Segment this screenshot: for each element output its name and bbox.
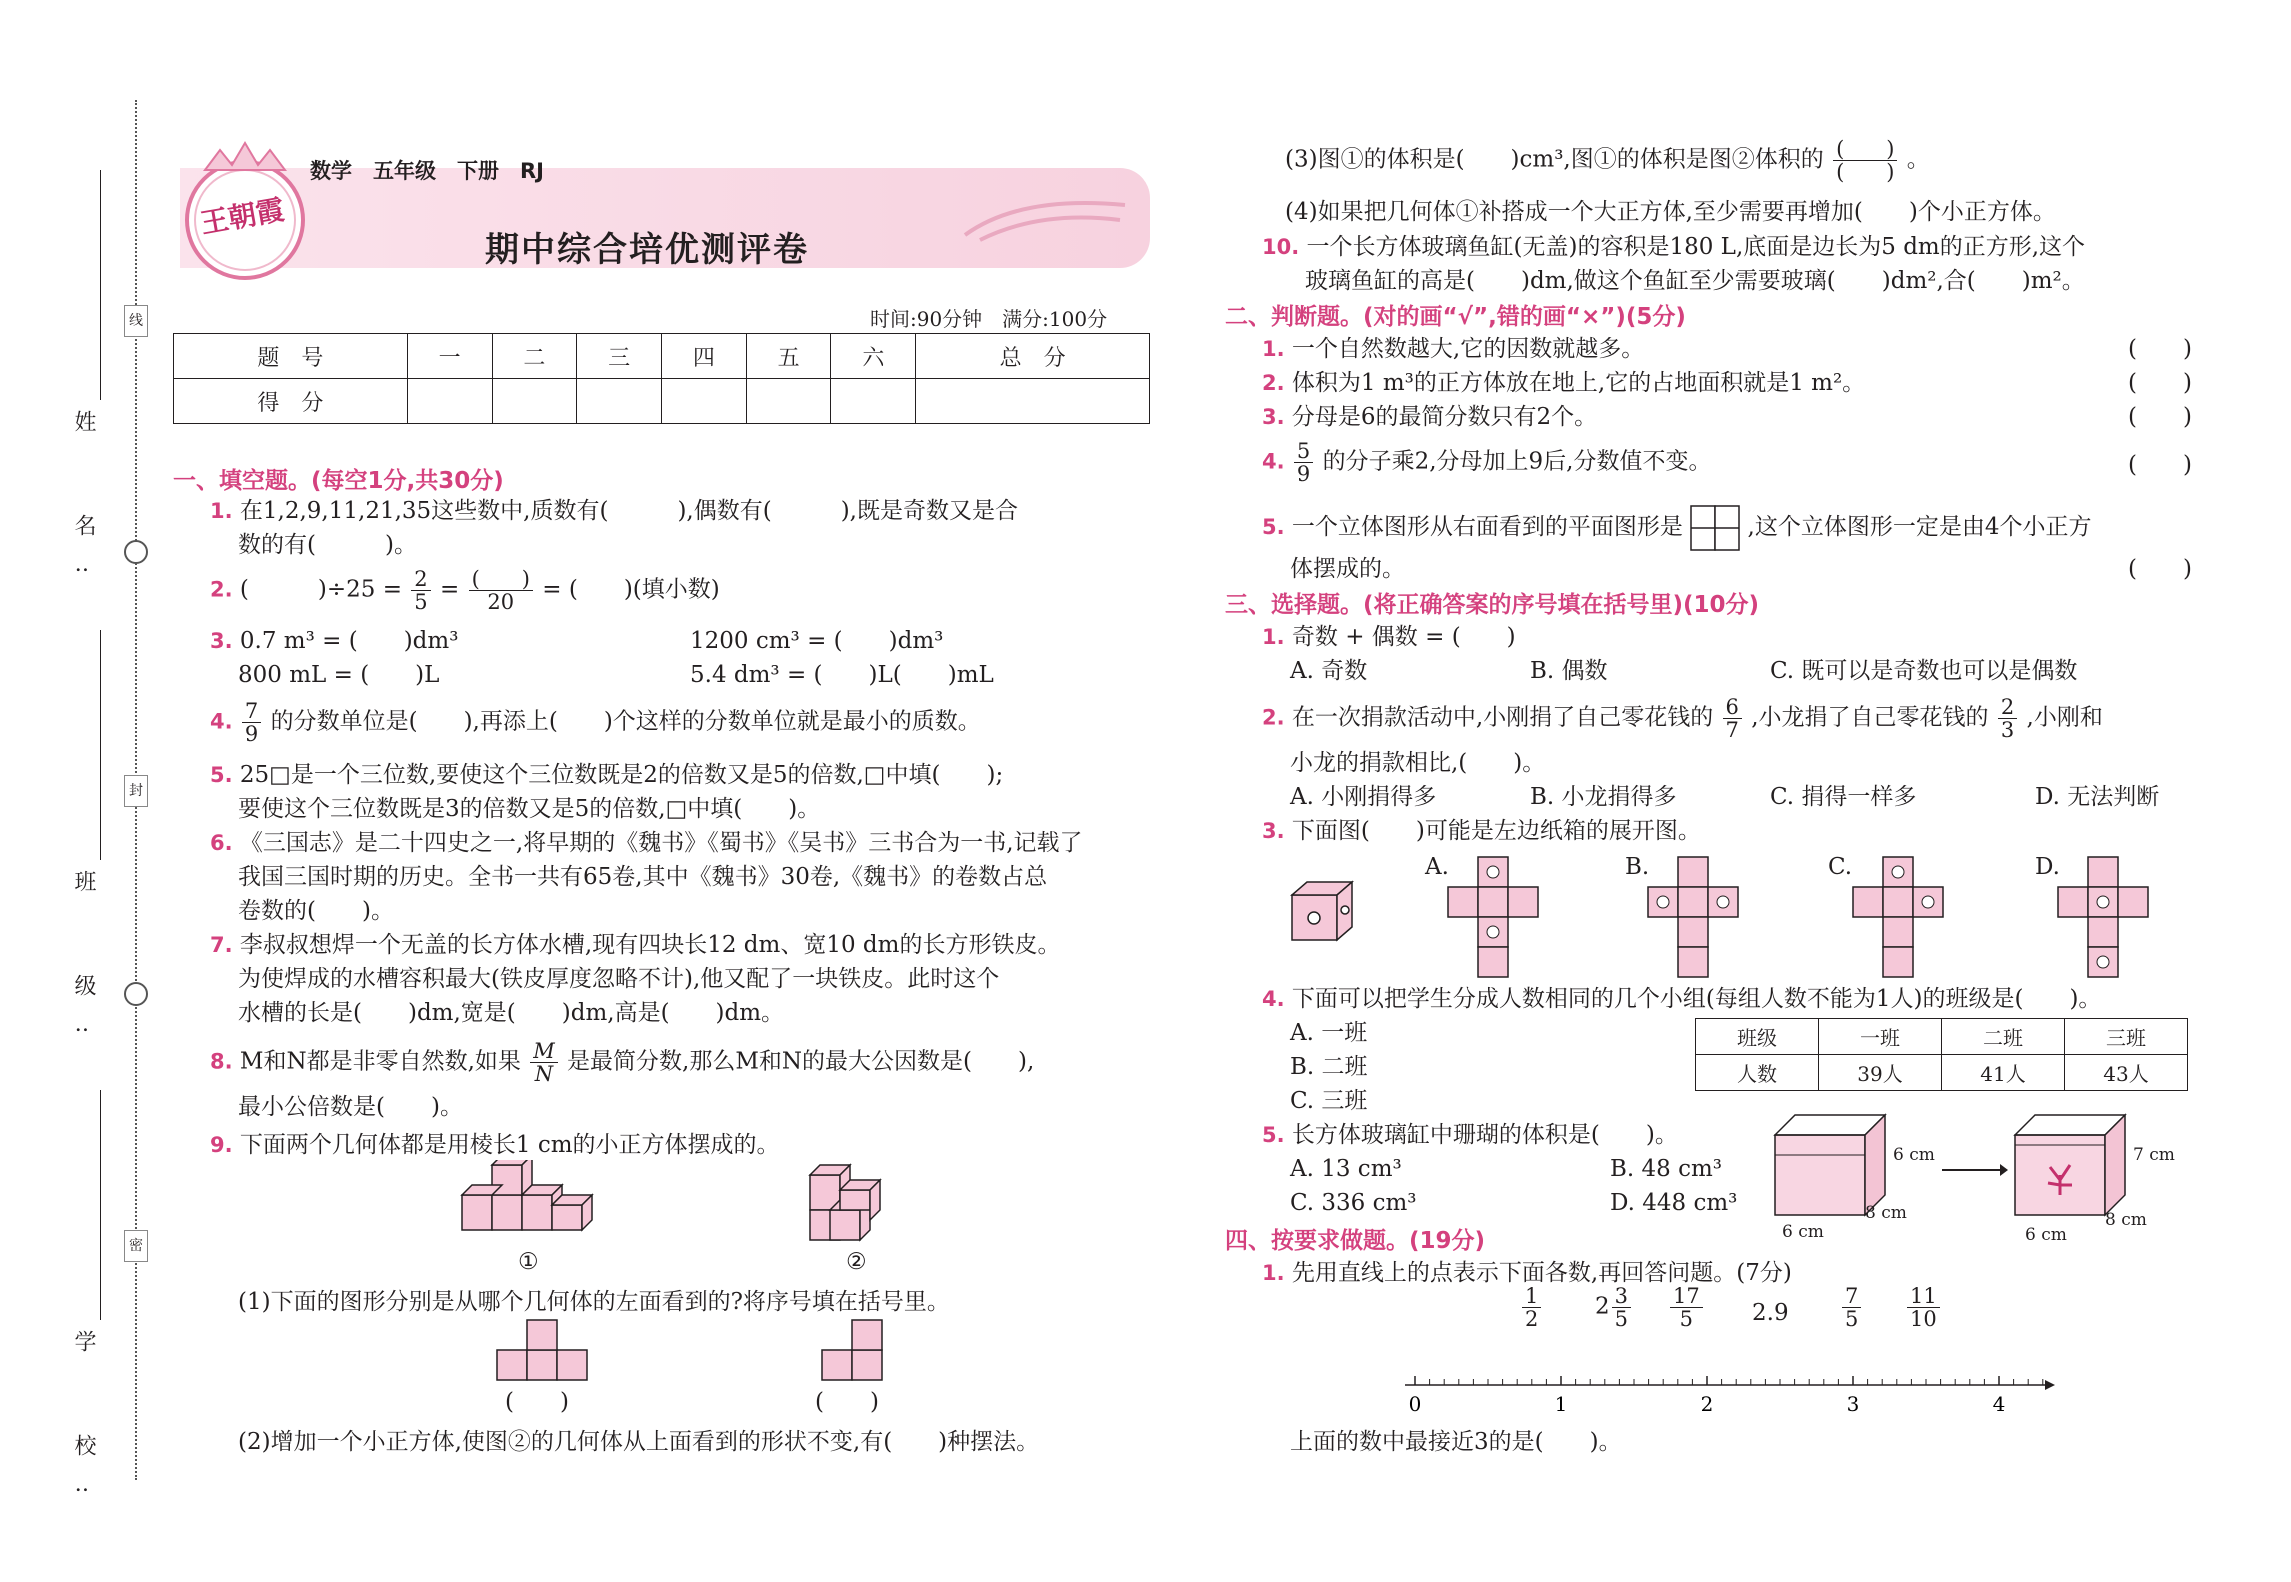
s1-q6-line2: 我国三国时期的历史。全书一共有65卷,其中《魏书》30卷,《魏书》的卷数占总 <box>238 864 1048 890</box>
number-item <box>1595 1285 1633 1330</box>
option-c[interactable]: C. 捐得一样多 <box>1770 784 1917 810</box>
answer-blank[interactable]: ( ) <box>2128 404 2192 430</box>
school-label: 学 校: <box>71 1330 96 1524</box>
binding-hole-1 <box>124 540 148 564</box>
arrow-icon <box>1940 1160 2010 1180</box>
number-item: 2.9 <box>1752 1300 1789 1326</box>
fraction: $\frac{6}{7}$ <box>1723 696 1742 741</box>
s1-q3-b: 1200 cm³ = ( )dm³ <box>690 628 944 654</box>
q-text: ,这个立体图形一定是由4个小正方 <box>1747 514 2092 540</box>
fraction: $\frac{11}{10}$ <box>1907 1285 1940 1330</box>
score-header-cell: 五 <box>746 334 831 379</box>
s1-q9-sub3 <box>1285 138 1930 183</box>
cube-figure-2 <box>800 1150 910 1245</box>
score-cell[interactable] <box>407 379 492 424</box>
cube-net-d[interactable] <box>2055 855 2155 985</box>
score-header-cell: 二 <box>492 334 577 379</box>
s1-q6-line3: 卷数的( )。 <box>238 898 394 924</box>
s1-q1 <box>210 494 1018 528</box>
fraction: $\frac{( )}{20}$ <box>469 568 533 613</box>
q-text: 体积为1 m³的正方体放在地上,它的占地面积就是1 m²。 <box>1291 370 1866 396</box>
table-cell: 39人 <box>1819 1055 1942 1091</box>
figure-1-label: ① <box>518 1249 539 1275</box>
fraction: $\frac{17}{5}$ <box>1670 1285 1703 1330</box>
q-text: ( )÷25 = <box>239 576 402 603</box>
s3-q4 <box>1262 982 2101 1016</box>
whole-part: 2 <box>1595 1293 1610 1320</box>
swirl-decoration <box>960 195 1130 245</box>
score-header-cell: 总 分 <box>916 334 1150 379</box>
q-number: 2. <box>1262 371 1285 395</box>
cube-net-a[interactable] <box>1445 855 1545 985</box>
score-header-cell: 三 <box>577 334 662 379</box>
s2-q1 <box>1262 332 1644 366</box>
subject-line: 数学 五年级 下册 RJ <box>310 159 544 183</box>
score-table <box>173 333 1150 424</box>
score-header-cell: 题 号 <box>174 334 408 379</box>
s1-q9-sub2: (2)增加一个小正方体,使图②的几何体从上面看到的形状不变,有( )种摆法。 <box>238 1429 1040 1455</box>
option-a[interactable]: A. 小刚捐得多 <box>1290 784 1437 810</box>
fraction: $\frac{( )}{( )}$ <box>1833 138 1897 183</box>
s3-q2 <box>1262 696 2103 741</box>
q-text: 一个长方体玻璃鱼缸(无盖)的容积是180 L,底面是边长为5 dm的正方形,这个 <box>1306 234 2086 260</box>
q-text: 长方体玻璃缸中珊瑚的体积是( )。 <box>1291 1122 1678 1148</box>
q-text: 一个自然数越大,它的因数就越多。 <box>1291 336 1645 362</box>
answer-blank[interactable]: ( ) <box>2128 370 2192 396</box>
q-text: ,小刚和 <box>2026 704 2103 731</box>
q-number: 5. <box>210 763 233 787</box>
dimension-label: 8 cm <box>2105 1210 2147 1230</box>
q-text: 是最简分数,那么M和N的最大公因数是( ), <box>567 1048 1035 1075</box>
q-number: 1. <box>1262 625 1285 649</box>
q-number: 3. <box>210 629 233 653</box>
option-c[interactable]: C. 既可以是奇数也可以是偶数 <box>1770 658 2078 684</box>
table-cell: 人数 <box>1696 1055 1819 1091</box>
seal-label-mi: 密 <box>124 1230 148 1262</box>
s1-q9-sub1: (1)下面的图形分别是从哪个几何体的左面看到的?将序号填在括号里。 <box>238 1289 950 1315</box>
q-text: 在1,2,9,11,21,35这些数中,质数有( ),偶数有( ),既是奇数又是合 <box>239 498 1018 524</box>
q-number: 2. <box>1262 705 1285 730</box>
dimension-label: 8 cm <box>1865 1203 1907 1223</box>
score-cell[interactable] <box>661 379 746 424</box>
s1-q7 <box>210 928 1060 962</box>
seal-label-feng: 封 <box>124 775 148 807</box>
answer-blank[interactable]: ( ) <box>2128 556 2192 582</box>
cube-figure-1 <box>460 1160 610 1235</box>
option-c[interactable]: C. 三班 <box>1290 1088 1368 1114</box>
class-size-table <box>1695 1018 2188 1091</box>
cube-net-b[interactable] <box>1645 855 1745 985</box>
fraction: $\frac{7}{9}$ <box>242 700 261 745</box>
number-item <box>1905 1285 1942 1330</box>
number-item <box>1840 1285 1863 1330</box>
q-text: 《三国志》是二十四史之一,将早期的《魏书》《蜀书》《吴书》三书合为一书,记载了 <box>239 830 1083 856</box>
q-text: 李叔叔想焊一个无盖的长方体水槽,现有四块长12 dm、宽10 dm的长方形铁皮。 <box>239 932 1061 958</box>
time-info: 时间:90分钟 满分:100分 <box>870 307 1108 331</box>
score-cell[interactable] <box>492 379 577 424</box>
glass-tank-with-coral <box>2010 1105 2130 1220</box>
q-number: 4. <box>210 709 233 734</box>
q-text: 。 <box>1906 146 1930 173</box>
q-number: 10. <box>1262 235 1300 259</box>
number-line[interactable] <box>1405 1370 2065 1420</box>
two-square-view-icon <box>1690 505 1740 551</box>
q-text: 0.7 m³ = ( )dm³ <box>239 628 459 654</box>
arrow-icon <box>2045 1380 2055 1390</box>
s3-q2-line2: 小龙的捐款相比,( )。 <box>1290 750 1546 776</box>
tick-label: 1 <box>1554 1392 1568 1416</box>
class-field[interactable] <box>100 630 101 860</box>
page-title: 期中综合培优测评卷 <box>485 230 809 270</box>
q-text: 一个立体图形从右面看到的平面图形是 <box>1291 514 1683 540</box>
option-b[interactable]: B. 偶数 <box>1530 658 1608 684</box>
q-number: 3. <box>1262 405 1285 429</box>
s1-q3 <box>210 624 458 658</box>
q-text: 下面可以把学生分成人数相同的几个小组(每组人数不能为1人)的班级是( )。 <box>1291 986 2102 1012</box>
name-label: 姓 名: <box>71 410 96 604</box>
q-text: 奇数 + 偶数 = ( ) <box>1291 624 1516 650</box>
option-b[interactable]: B. 48 cm³ <box>1610 1156 1723 1182</box>
fraction: $\frac{5}{9}$ <box>1294 440 1313 485</box>
answer-blank[interactable]: ( ) <box>2128 452 2192 478</box>
q-text: 25□是一个三位数,要使这个三位数既是2的倍数又是5的倍数,□中填( ); <box>239 762 1004 788</box>
q-text: (3)图①的体积是( )cm³,图①的体积是图②体积的 <box>1285 146 1824 173</box>
s2-q3 <box>1262 400 1597 434</box>
q-text: M和N都是非零自然数,如果 <box>239 1048 521 1075</box>
s4-q1-ask: 上面的数中最接近3的是( )。 <box>1290 1429 1622 1455</box>
s2-q5 <box>1262 505 2091 551</box>
option-c[interactable]: C. 336 cm³ <box>1290 1190 1417 1216</box>
section2-title: 二、判断题。(对的画“√”,错的画“×”)(5分) <box>1225 304 1686 330</box>
tick-label: 4 <box>1992 1392 2006 1416</box>
section3-title: 三、选择题。(将正确答案的序号填在括号里)(10分) <box>1225 592 1760 618</box>
s3-q3 <box>1262 814 1701 848</box>
tick-label: 0 <box>1408 1392 1422 1416</box>
net-b-label[interactable]: B. <box>1625 854 1650 880</box>
table-header-cell: 二班 <box>1942 1019 2065 1055</box>
q-number: 1. <box>210 499 233 523</box>
s1-q10-line2: 玻璃鱼缸的高是( )dm,做这个鱼缸至少需要玻璃( )dm²,合( )m²。 <box>1305 268 2085 294</box>
tick-label: 3 <box>1846 1392 1860 1416</box>
q-text: 的分子乘2,分母加上9后,分数值不变。 <box>1322 448 1712 475</box>
s1-q7-line3: 水槽的长是( )dm,宽是( )dm,高是( )dm。 <box>238 1000 785 1026</box>
q-text: 的分数单位是( ),再添上( )个这样的分数单位就是最小的质数。 <box>270 708 981 735</box>
cube <box>462 1160 592 1230</box>
q-text: 在一次捐款活动中,小刚捐了自己零花钱的 <box>1291 704 1714 731</box>
s1-q2 <box>210 568 720 613</box>
logo-text: 王朝霞 <box>198 192 287 241</box>
net-d-label[interactable]: D. <box>2035 854 2060 880</box>
q-number: 5. <box>1262 515 1285 539</box>
q-text: 分母是6的最简分数只有2个。 <box>1291 404 1598 430</box>
answer-blank[interactable]: ( ) <box>2128 336 2192 362</box>
school-field[interactable] <box>100 1090 101 1320</box>
q-number: 7. <box>210 933 233 957</box>
s1-q8 <box>210 1040 1034 1085</box>
figure-2-label: ② <box>846 1249 867 1275</box>
q-number: 2. <box>210 577 233 602</box>
q-text: 下面两个几何体都是用棱长1 cm的小正方体摆成的。 <box>239 1132 780 1158</box>
score-cell[interactable] <box>831 379 916 424</box>
net-c-label[interactable]: C. <box>1828 854 1853 880</box>
s2-q2 <box>1262 366 1865 400</box>
fraction: $\frac{7}{5}$ <box>1842 1285 1861 1330</box>
s1-q3-c: 800 mL = ( )L <box>238 662 440 688</box>
fraction: $\frac{2}{5}$ <box>411 568 430 613</box>
q-text: 下面图( )可能是左边纸箱的展开图。 <box>1291 818 1701 844</box>
s2-q4 <box>1262 440 1711 485</box>
q-text: ,小龙捐了自己零花钱的 <box>1751 704 1989 731</box>
tick-label: 2 <box>1700 1392 1714 1416</box>
left-view-shape-1 <box>495 1315 595 1385</box>
s1-q4 <box>210 700 981 745</box>
s3-q1 <box>1262 620 1516 654</box>
net-a-label[interactable]: A. <box>1425 854 1449 880</box>
dimension-label: 6 cm <box>1782 1222 1824 1242</box>
s1-q8-line2: 最小公倍数是( )。 <box>238 1094 463 1120</box>
paper-box-cube <box>1290 880 1360 945</box>
fraction: $\frac{2}{3}$ <box>1998 696 2017 741</box>
score-header-cell: 四 <box>661 334 746 379</box>
option-a[interactable]: A. 一班 <box>1290 1020 1368 1046</box>
table-cell: 41人 <box>1942 1055 2065 1091</box>
score-header-cell: 一 <box>407 334 492 379</box>
s1-q10 <box>1262 230 2085 264</box>
table-header-cell: 三班 <box>2065 1019 2188 1055</box>
fraction: $\frac{3}{5}$ <box>1612 1285 1631 1330</box>
section4-title: 四、按要求做题。(19分) <box>1225 1228 1486 1254</box>
score-cell[interactable] <box>577 379 662 424</box>
table-header-cell: 一班 <box>1819 1019 1942 1055</box>
q-text: = ( )(填小数) <box>542 576 720 603</box>
s1-q9-blank-2[interactable]: ( ) <box>815 1389 879 1415</box>
dimension-label: 6 cm <box>1893 1145 1935 1165</box>
number-item <box>1520 1285 1543 1330</box>
s2-q5-line2: 体摆成的。 <box>1290 556 1405 582</box>
q-number: 4. <box>1262 987 1285 1011</box>
dimension-label: 7 cm <box>2133 1145 2175 1165</box>
seal-label-xian: 线 <box>124 305 148 337</box>
s1-q5-line2: 要使这个三位数既是3的倍数又是5的倍数,□中填( )。 <box>238 796 821 822</box>
q-number: 5. <box>1262 1123 1285 1147</box>
fraction: $\frac{1}{2}$ <box>1522 1285 1541 1330</box>
s3-q5 <box>1262 1118 1678 1152</box>
q-number: 4. <box>1262 449 1285 474</box>
score-row-label: 得 分 <box>174 379 408 424</box>
table-header-cell: 班级 <box>1696 1019 1819 1055</box>
cube-net-c[interactable] <box>1850 855 1950 985</box>
binding-hole-2 <box>124 982 148 1006</box>
q-number: 9. <box>210 1133 233 1157</box>
number-item <box>1668 1285 1705 1330</box>
class-label: 班 级: <box>71 870 96 1064</box>
dimension-label: 6 cm <box>2025 1225 2067 1245</box>
option-a[interactable]: A. 13 cm³ <box>1290 1156 1402 1182</box>
option-b[interactable]: B. 小龙捐得多 <box>1530 784 1677 810</box>
option-d[interactable]: D. 无法判断 <box>2035 784 2160 810</box>
s1-q9 <box>210 1128 780 1162</box>
s1-q9-sub4: (4)如果把几何体①补搭成一个大正方体,至少需要再增加( )个小正方体。 <box>1285 199 2056 225</box>
q-number: 1. <box>1262 337 1285 361</box>
score-header-cell: 六 <box>831 334 916 379</box>
q-number: 3. <box>1262 819 1285 843</box>
option-a[interactable]: A. 奇数 <box>1290 658 1368 684</box>
table-cell: 43人 <box>2065 1055 2188 1091</box>
s1-q7-line2: 为使焊成的水槽容积最大(铁皮厚度忽略不计),他又配了一块铁皮。此时这个 <box>238 966 1000 992</box>
q-number: 8. <box>210 1049 233 1074</box>
left-view-shape-2 <box>820 1315 900 1385</box>
q-text: 先用直线上的点表示下面各数,再回答问题。(7分) <box>1291 1260 1792 1286</box>
fraction: $\frac{M}{N}$ <box>530 1040 558 1085</box>
score-cell[interactable] <box>916 379 1150 424</box>
equals: = <box>439 576 460 603</box>
s1-q3-d: 5.4 dm³ = ( )L( )mL <box>690 662 994 688</box>
section1-title: 一、填空题。(每空1分,共30分) <box>173 468 504 494</box>
q-number: 1. <box>1262 1261 1285 1285</box>
option-d[interactable]: D. 448 cm³ <box>1610 1190 1738 1216</box>
option-b[interactable]: B. 二班 <box>1290 1054 1368 1080</box>
name-field[interactable] <box>100 170 101 400</box>
s1-q9-blank-1[interactable]: ( ) <box>505 1389 569 1415</box>
s1-q6 <box>210 826 1083 860</box>
s1-q1-line2: 数的有( )。 <box>238 532 417 558</box>
s1-q5 <box>210 758 1003 792</box>
score-cell[interactable] <box>746 379 831 424</box>
q-number: 6. <box>210 831 233 855</box>
